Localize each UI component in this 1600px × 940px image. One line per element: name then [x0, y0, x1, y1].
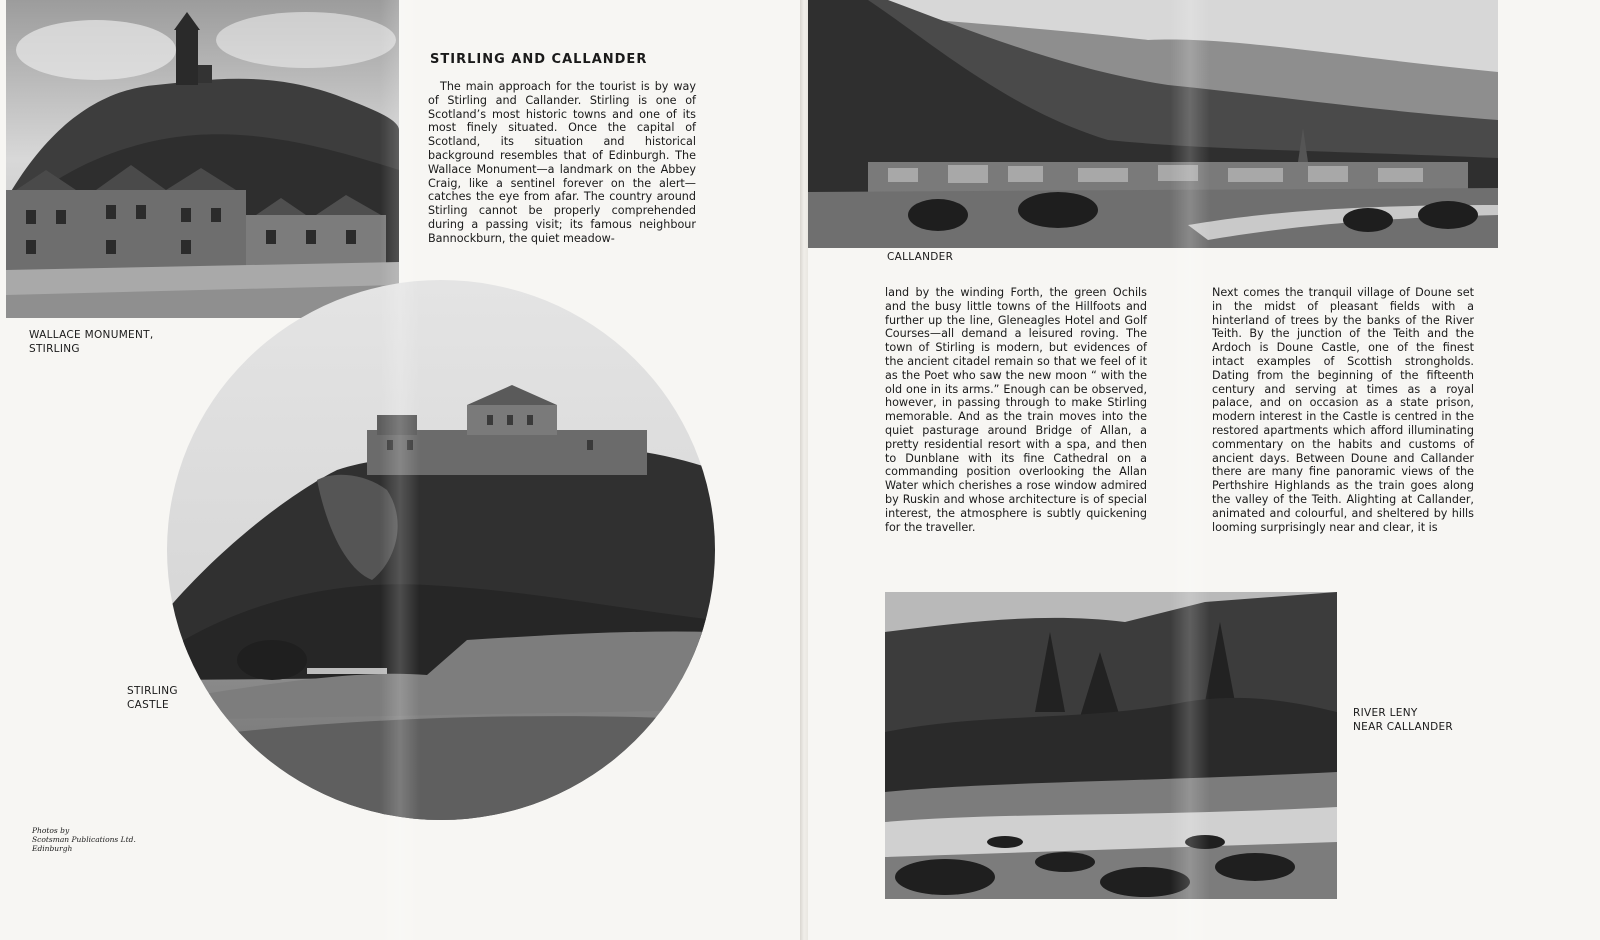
callander-photo [808, 0, 1498, 248]
wallace-monument-photo [6, 0, 399, 318]
stirling-castle-caption: STIRLING CASTLE [127, 685, 178, 711]
right-column-one: land by the winding Forth, the green Ochils and the busy little towns of the Hillfoots and further up the line, Gleneagles Hotel and Golf Courses—all demand a leisured roving. The town of Stirling is modern, but evidences of the ancient citadel remain so that we feel of it as the Poet who saw the new moon “ with the old one in its arms.” Enough can be observed, however, in passing through to make Stirling memorable. And as the train moves into the quiet pasturage around Bridge of Allan, a pretty residential resort with a spa, and then to Dunblane with its fine Cathedral on a commanding position overlooking the Allan Water which cherishes a rose window admired by Ruskin and whose architecture is of special interest, the atmosphere is subtly quickening for the traveller. [885, 286, 1147, 534]
river-leny-caption: RIVER LENY NEAR CALLANDER [1353, 707, 1454, 733]
stirling-castle-photo [167, 280, 715, 820]
intro-paragraph: The main approach for the tourist is by way of Stirling and Callander. Stirling is one of Scotland’s most historic towns and one of its most finely situated. Once the capital of Scotland, its situation and historical background resembles that of Edinburgh. The Wallace Monument—a landmark on the Abbey Craig, like a sentinel forever on the alert—catches the eye from afar. The country around Stirling cannot be properly comprehended during a passing visit; its famous neighbour Bannockburn, the quiet meadow- [428, 80, 696, 245]
right-page [808, 0, 1600, 940]
photo-credit: Photos by Scotsman Publications Ltd. Edinburgh [32, 826, 136, 853]
river-leny-photo [885, 592, 1337, 899]
wallace-monument-caption: WALLACE MONUMENT, STIRLING [29, 329, 154, 355]
right-column-two: Next comes the tranquil village of Doune set in the midst of pleasant fields with a hinterland of trees by the banks of the River Teith. By the junction of the Teith and the Ardoch is Doune Castle, one of the finest intact examples of Scottish strongholds. Dating from the beginning of the fifteenth century and serving at times as a royal palace, and on occasion as a state prison, modern interest in the Castle is centred in the restored apartments which afford illuminating commentary on the habits and customs of ancient days. Between Doune and Callander there are many fine panoramic views of the Perthshire Highlands as the train goes along the valley of the Teith. Alighting at Callander, animated and colourful, and sheltered by hills looming surprisingly near and clear, it is [1212, 286, 1474, 534]
article-heading: STIRLING AND CALLANDER [430, 52, 648, 67]
callander-caption: CALLANDER [887, 251, 954, 263]
